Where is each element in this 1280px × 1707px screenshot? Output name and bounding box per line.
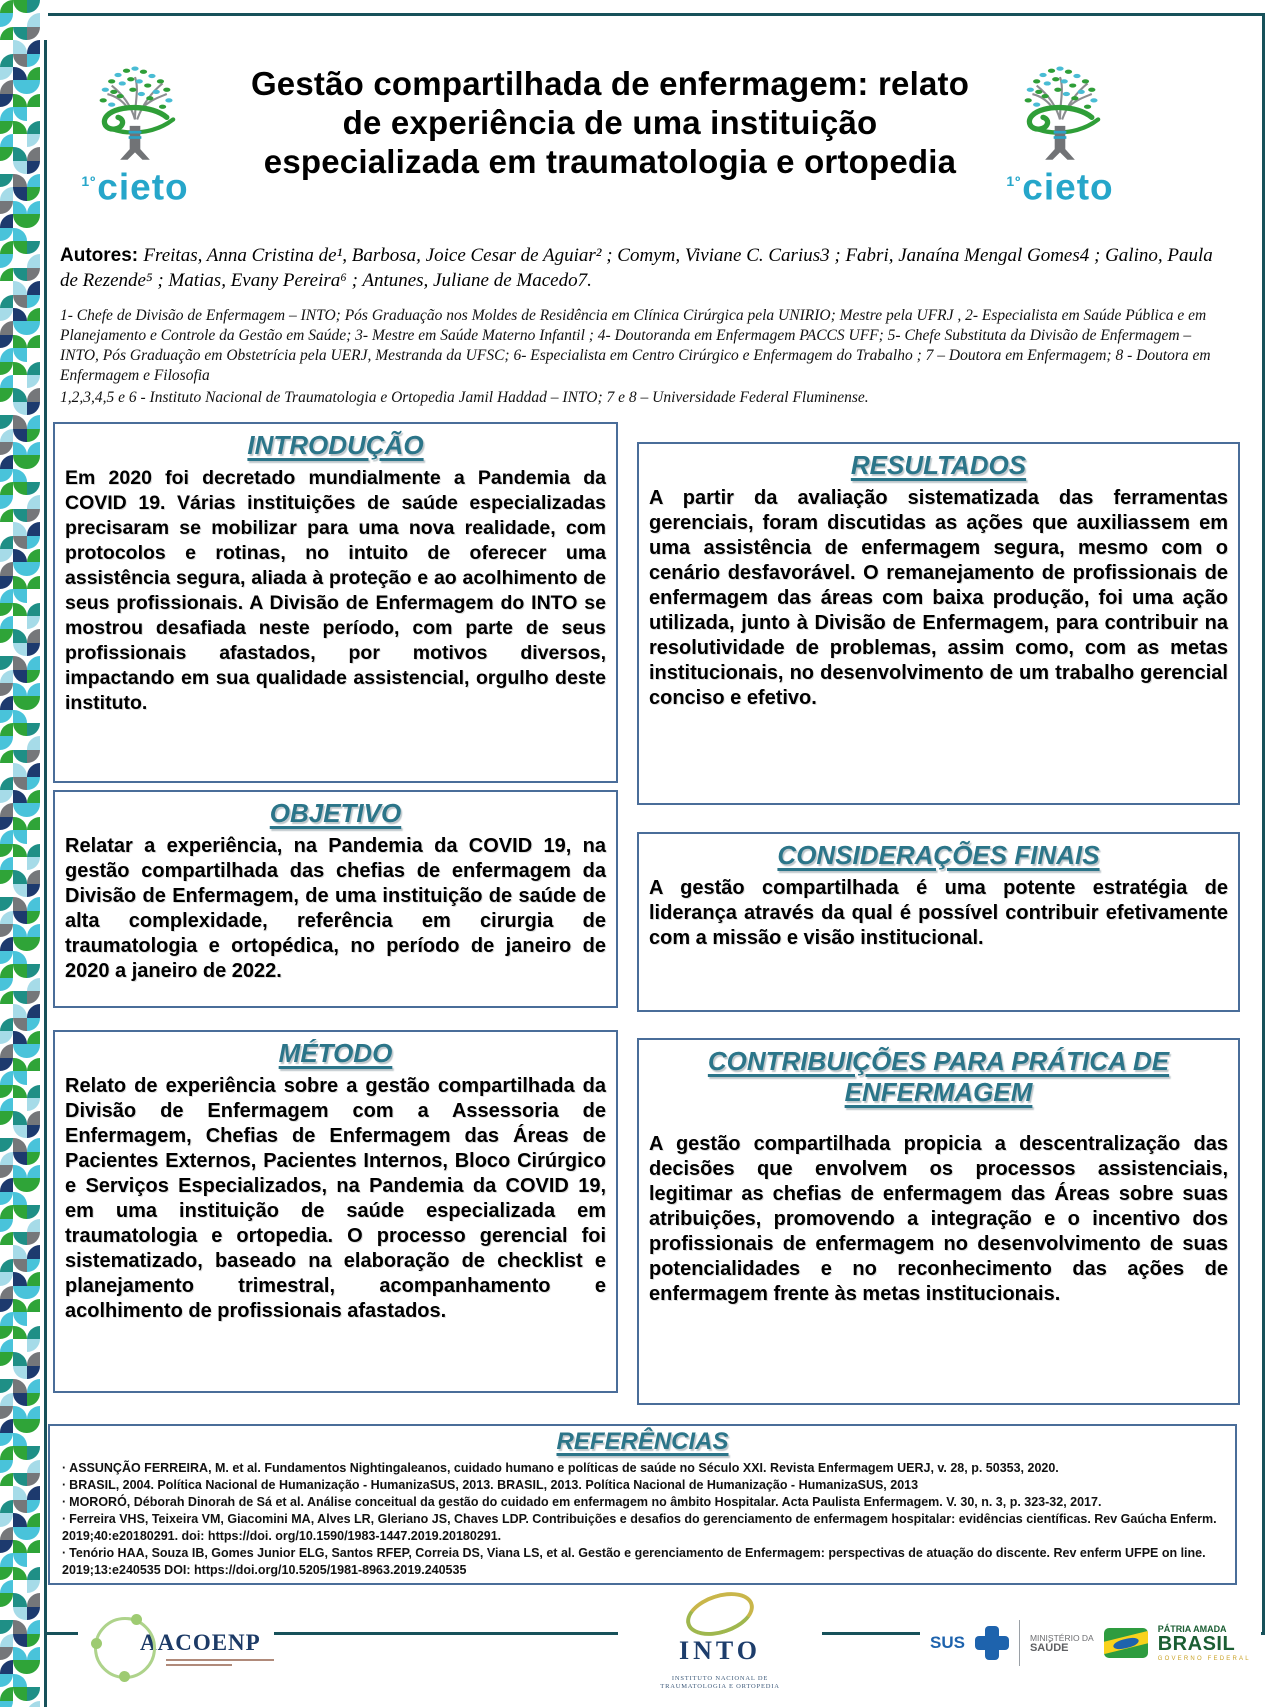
into-subtitle: INSTITUTO NACIONAL DE TRAUMATOLOGIA E ORTOPEDIA xyxy=(660,1675,780,1690)
section-contribuicoes-body: A gestão compartilhada propicia a descentralização das decisões que envolvem os processos assistenciais, legitimar as chefias de enfermagem das Áreas sobre suas atribuições, promovendo a integração e o incentivo dos profissionais de enfermagem no desenvolvimento de suas potencialidades e no reconhecimento das ações de enfermagem frente às metas institucionais. xyxy=(649,1133,1228,1305)
section-introducao xyxy=(53,422,618,783)
reference-item: · MORORÓ, Déborah Dinorah de Sá et al. Análise conceitual da gestão do cuidado em enfermagem no âmbito Hospitalar. Acta Paulista Enfermagem. V. 30, n. 3, p. 323-32, 2017. xyxy=(62,1494,1223,1511)
ministerio-line1: MINISTÉRIO DA xyxy=(1029,1633,1094,1643)
patria-amada-label: PÁTRIA AMADA xyxy=(1157,1623,1227,1634)
cieto-wordmark xyxy=(60,165,210,208)
brasil-label: BRASIL xyxy=(1157,1632,1236,1655)
government-logos xyxy=(920,1612,1261,1674)
cieto-name: cieto xyxy=(97,166,189,208)
poster-title-line1: Gestão compartilhada de enfermagem: relato xyxy=(250,65,970,102)
into-ring-icon xyxy=(681,1584,760,1644)
ministerio-saude-label xyxy=(1030,1633,1094,1653)
cieto-tree-icon xyxy=(1004,58,1116,164)
aacoenp-subtitle-decoration xyxy=(140,1659,274,1666)
aacoenp-emblem-icon xyxy=(94,1617,156,1679)
frame-line-top xyxy=(48,13,1265,16)
section-consideracoes-body: A gestão compartilhada é uma potente estratégia de liderança através da qual é possível contribuir efetivamente com a missão e visão institucional. xyxy=(649,877,1228,949)
sus-cross-icon xyxy=(975,1626,1009,1660)
section-consideracoes-title: CONSIDERAÇÕES FINAIS xyxy=(777,840,1100,870)
affiliations-institutions: 1,2,3,4,5 e 6 - Instituto Nacional de Traumatologia e Ortopedia Jamil Haddad – INTO; 7 e 8 – Universidade Federal Fluminense. xyxy=(60,389,869,406)
cieto-prefix: 1º xyxy=(81,173,97,189)
section-objetivo-title: OBJETIVO xyxy=(269,798,402,828)
section-metodo-title: MÉTODO xyxy=(278,1038,393,1068)
aacoenp-logo xyxy=(78,1606,274,1690)
references-list xyxy=(60,1460,1225,1579)
authors-line xyxy=(60,243,1222,293)
section-objetivo-body: Relatar a experiência, na Pandemia da COVID 19, na gestão compartilhada das chefias de enfermagem da Divisão de Enfermagem, de uma instituição de saúde de alta complexidade, referência em cirurgia de traumatologia e ortopédica, no período de janeiro de 2020 a janeiro de 2022. xyxy=(65,835,606,982)
section-referencias xyxy=(48,1424,1237,1585)
section-introducao-body: Em 2020 foi decretado mundialmente a Pandemia da COVID 19. Várias instituições de saúde especializadas precisaram se mobilizar para uma nova realidade, com protocolos e rotinas, no intuito de oferecer uma assistência segura, aliada à proteção e ao acolhimento de seus profissionais. A Divisão de Enfermagem do INTO se mostrou desafiada neste período, com parte de seus profissionais afastados, por motivos diversos, impactando em sua qualidade assistencial, orgulho deste instituto. xyxy=(65,467,606,714)
cieto-wordmark xyxy=(985,165,1135,208)
frame-line-left xyxy=(44,40,47,1707)
section-introducao-title: INTRODUÇÃO xyxy=(247,430,424,460)
divider xyxy=(1019,1620,1020,1666)
ministerio-line2: SAÚDE xyxy=(1029,1642,1069,1654)
reference-item: · Tenório HAA, Souza IB, Gomes Junior ELG, Santos RFEP, Correia DS, Viana LS, et al. Gestão e gerenciamento de Enfermagem: perspectivas de atuação do discente. Rev enferm UFPE on line. 2019;13:e240535 DOI: https://doi.org/10.5205/1981-8963.2019.240535 xyxy=(62,1545,1223,1579)
frame-line-right xyxy=(1262,13,1265,1635)
into-name: INTO xyxy=(679,1636,761,1665)
brasil-flag-icon xyxy=(1104,1628,1148,1658)
cieto-logo-right xyxy=(985,58,1135,208)
poster-title-line2: de experiência de uma instituição xyxy=(342,104,878,141)
authors-text: Freitas, Anna Cristina de¹, Barbosa, Joice Cesar de Aguiar² ; Comym, Viviane C. Carius3 ; Fabri, Janaína Mengal Gomes4 ; Galino, Paula de Rezende⁵ ; Matias, Evany Pereira⁶ ; Antunes, Juliane de Macedo7. xyxy=(60,245,1213,291)
cieto-tree-icon xyxy=(79,58,191,164)
cieto-name: cieto xyxy=(1022,166,1114,208)
poster-title xyxy=(222,64,998,181)
section-objetivo xyxy=(53,790,618,1008)
affiliations xyxy=(60,306,1230,408)
section-contribuicoes-title: CONTRIBUIÇÕES PARA PRÁTICA DE ENFERMAGEM xyxy=(707,1046,1170,1107)
section-referencias-title: REFERÊNCIAS xyxy=(556,1428,729,1455)
mosaic-border xyxy=(0,0,40,1707)
governo-federal-label: GOVERNO FEDERAL xyxy=(1157,1655,1251,1662)
section-resultados-body: A partir da avaliação sistematizada das ferramentas gerenciais, foram discutidas as ações que auxiliassem em uma assistência de enfermagem segura, mesmo com o cenário desfavorável. O remanejamento de profissionais de enfermagem das áreas com baixa produção, foi uma ação utilizada, junto à Divisão de Enfermagem, para contribuir na resolutividade de problemas, assim como, com as metas institucionais, no desenvolvimento de um trabalho gerencial conciso e efetivo. xyxy=(649,487,1228,709)
section-resultados xyxy=(637,442,1240,805)
cieto-prefix: 1º xyxy=(1006,173,1022,189)
section-consideracoes-finais xyxy=(637,832,1240,1012)
section-contribuicoes xyxy=(637,1038,1240,1405)
section-metodo xyxy=(53,1030,618,1393)
section-resultados-title: RESULTADOS xyxy=(850,450,1027,480)
brasil-wordmark xyxy=(1158,1625,1251,1662)
sus-label: SUS xyxy=(930,1633,965,1652)
aacoenp-name: AACOENP xyxy=(140,1630,261,1655)
reference-item: · ASSUNÇÃO FERREIRA, M. et al. Fundamentos Nightingaleanos, cuidado humano e políticas de saúde no Século XXI. Revista Enfermagem UERJ, v. 28, p. 50353, 2020. xyxy=(62,1460,1223,1477)
into-logo xyxy=(618,1592,822,1695)
authors-label: Autores: xyxy=(60,245,139,266)
section-metodo-body: Relato de experiência sobre a gestão compartilhada da Divisão de Enfermagem com a Assessoria de Enfermagem, Chefias de Enfermagem das Áreas de Pacientes Externos, Pacientes Internos, Bloco Cirúrgico e Serviços Especializados, na Pandemia da COVID 19, em uma instituição de saúde especializada em traumatologia e ortopedia. O processo gerencial foi sistematizado, baseado na elaboração de checklist e planejamento trimestral, acompanhamento e acolhimento de profissionais afastados. xyxy=(65,1075,606,1322)
affiliations-credentials: 1- Chefe de Divisão de Enfermagem – INTO; Pós Graduação nos Moldes de Residência em Clínica Cirúrgica pela UNIRIO; Mestre pela UFRJ , 2- Especialista em Saúde Pública e em Planejamento e Controle da Gestão em Saúde; 3- Mestre em Saúde Materno Infantil ; 4- Doutoranda em Enfermagem PACCS UFF; 5- Chefe Substituta da Divisão de Enfermagem – INTO, Pós Graduação em Obstetrícia pela UERJ, Mestranda da UFSC; 6- Especialista em Centro Cirúrgico e Enfermagem do Trabalho ; 7 – Doutora em Enfermagem; 8 - Doutora em Enfermagem e Filosofia xyxy=(60,307,1211,384)
cieto-logo-left xyxy=(60,58,210,208)
reference-item: · BRASIL, 2004. Política Nacional de Humanização - HumanizaSUS, 2013. BRASIL, 2013. Política Nacional de Humanização - HumanizaSUS, 2013 xyxy=(62,1477,1223,1494)
reference-item: · Ferreira VHS, Teixeira VM, Giacomini MA, Alves LR, Gleriano JS, Chaves LDP. Contribuições e desafios do gerenciamento de enfermagem hospitalar: evidências científicas. Rev Gaúcha Enferm. 2019;40:e20180291. doi: https://doi. org/10.1590/1983-1447.2019.20180291. xyxy=(62,1511,1223,1545)
poster-title-line3: especializada em traumatologia e ortopedia xyxy=(263,143,957,180)
